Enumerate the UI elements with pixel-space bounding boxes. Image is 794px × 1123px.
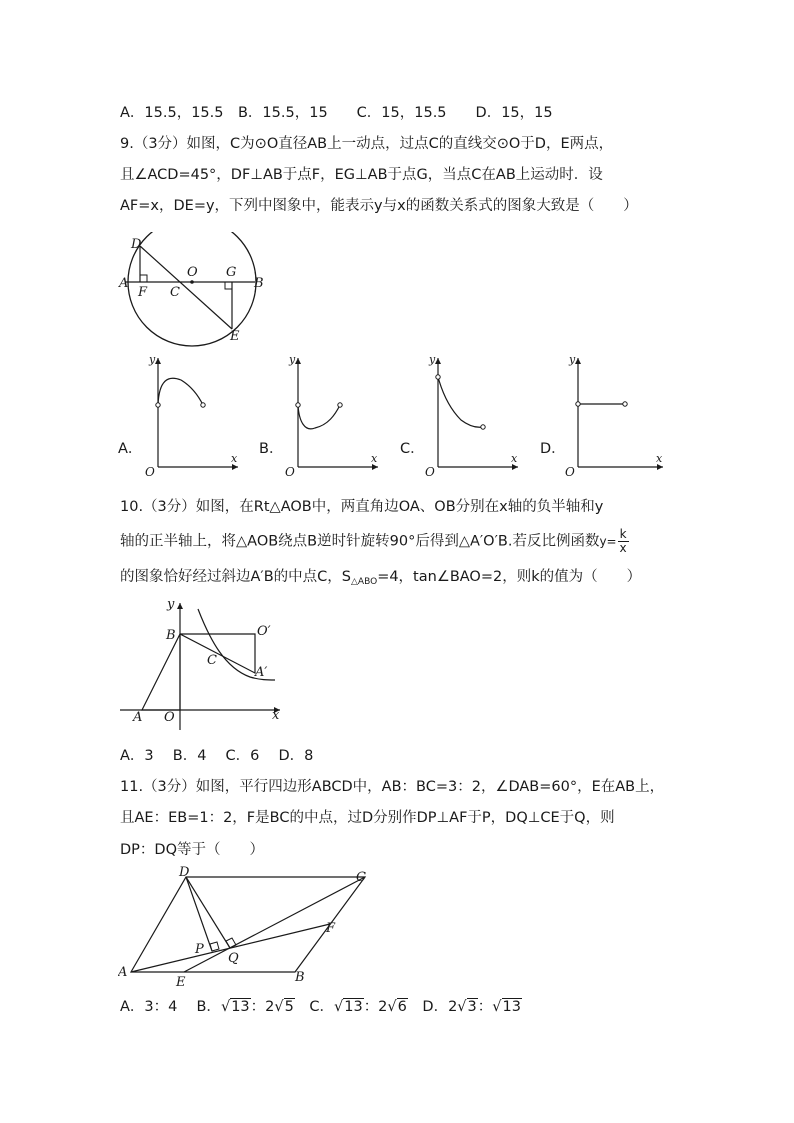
axis-o: O: [145, 465, 155, 479]
q11-line-2: 且AE：EB=1：2，F是BC的中点，过D分别作DP⊥AF于P，DQ⊥CE于Q，则: [120, 810, 615, 826]
q11-line-3: DP：DQ等于（ ）: [120, 842, 264, 858]
label-g: G: [226, 265, 237, 280]
q10-options: A．3 B．4 C．6 D．8: [120, 748, 314, 764]
graph-option-d: [563, 350, 673, 480]
q11-figure: [118, 864, 378, 989]
svg-text:O: O: [565, 465, 575, 479]
svg-text:x: x: [272, 708, 280, 723]
svg-text:B: B: [166, 628, 176, 643]
q11-line-1: 11.（3分）如图，平行四边形ABCD中，AB：BC=3：2，∠DAB=60°，E在AB上，: [120, 779, 665, 795]
q10-figure: [115, 595, 290, 730]
axis-y: y: [149, 353, 156, 366]
right-angle-p: [210, 942, 219, 951]
svg-text:y: y: [167, 597, 175, 612]
graph-option-b: [283, 350, 383, 480]
q9-circle-figure: [115, 232, 275, 352]
option-d-letter: D．: [540, 441, 566, 457]
option-a-letter: A．: [118, 441, 143, 457]
option-c-letter: C．: [400, 441, 425, 457]
svg-text:x: x: [656, 452, 663, 465]
svg-text:x: x: [511, 452, 518, 465]
label-d: D: [131, 237, 142, 252]
svg-text:A′: A′: [255, 665, 268, 680]
q9-line-2: 且∠ACD=45°，DF⊥AB于点F，EG⊥AB于点G，当点C在AB上运动时．设: [120, 167, 603, 183]
svg-text:B: B: [295, 970, 305, 985]
svg-text:C: C: [356, 870, 366, 885]
label-o: O: [187, 265, 198, 280]
q10-line-2: 轴的正半轴上，将△AOB绕点B逆时针旋转90°后得到△A′O′B.若反比例函数y= $\frac{k}{x}$: [120, 527, 627, 555]
right-angle-g: [225, 282, 232, 289]
q10-line-3: 的图象恰好经过斜边A′B的中点C，$S_{\triangle ABO}=4$，tan∠BAO=2，则k的值为（ ）: [120, 569, 642, 587]
svg-text:x: x: [371, 452, 378, 465]
svg-text:y: y: [429, 353, 436, 366]
svg-text:A: A: [118, 965, 128, 980]
line-de: [140, 246, 232, 329]
svg-text:O: O: [425, 465, 435, 479]
svg-text:Q: Q: [228, 951, 239, 966]
svg-text:E: E: [176, 975, 186, 989]
triangle-aob: [142, 634, 180, 710]
svg-text:O′: O′: [257, 624, 271, 639]
svg-text:C: C: [207, 653, 217, 668]
line-dq: [186, 877, 230, 948]
svg-text:y: y: [569, 353, 576, 366]
triangle-a1o1b: [180, 634, 255, 673]
line-ce: [184, 877, 365, 972]
axis-x: x: [231, 452, 238, 465]
q9-line-3: AF=x，DE=y，下列中图象中，能表示y与x的函数关系式的图象大致是（ ）: [120, 198, 638, 214]
center-point: [190, 280, 194, 284]
svg-text:F: F: [326, 921, 336, 936]
graph-option-c: [423, 350, 523, 480]
q11-options: A．3：4 B．√13：2√5 C．√13：2√6 D．2√3：√13: [120, 999, 521, 1015]
q9-line-1: 9.（3分）如图，C为⊙O直径AB上一动点，过点C的直线交⊙O于D，E两点，: [120, 136, 614, 152]
option-b-letter: B．: [259, 441, 284, 457]
svg-text:y: y: [289, 353, 296, 366]
svg-text:O: O: [164, 710, 175, 725]
label-f: F: [138, 285, 148, 300]
label-b: B: [254, 276, 264, 291]
q8-options: A．15.5，15.5 B．15.5，15 C．15，15.5 D．15，15: [120, 105, 553, 121]
svg-text:A: A: [133, 710, 143, 725]
label-e: E: [230, 329, 240, 344]
label-c: C: [170, 285, 180, 300]
line-dp: [186, 877, 212, 951]
right-angle-f: [140, 275, 147, 282]
q9-options: [118, 350, 678, 485]
svg-text:D: D: [179, 865, 190, 880]
svg-text:P: P: [195, 942, 204, 957]
label-a: A: [119, 276, 129, 291]
q10-line-1: 10.（3分）如图，在Rt△AOB中，两直角边OA、OB分别在x轴的负半轴和y: [120, 499, 604, 515]
svg-text:O: O: [285, 465, 295, 479]
graph-option-a: [143, 350, 243, 480]
